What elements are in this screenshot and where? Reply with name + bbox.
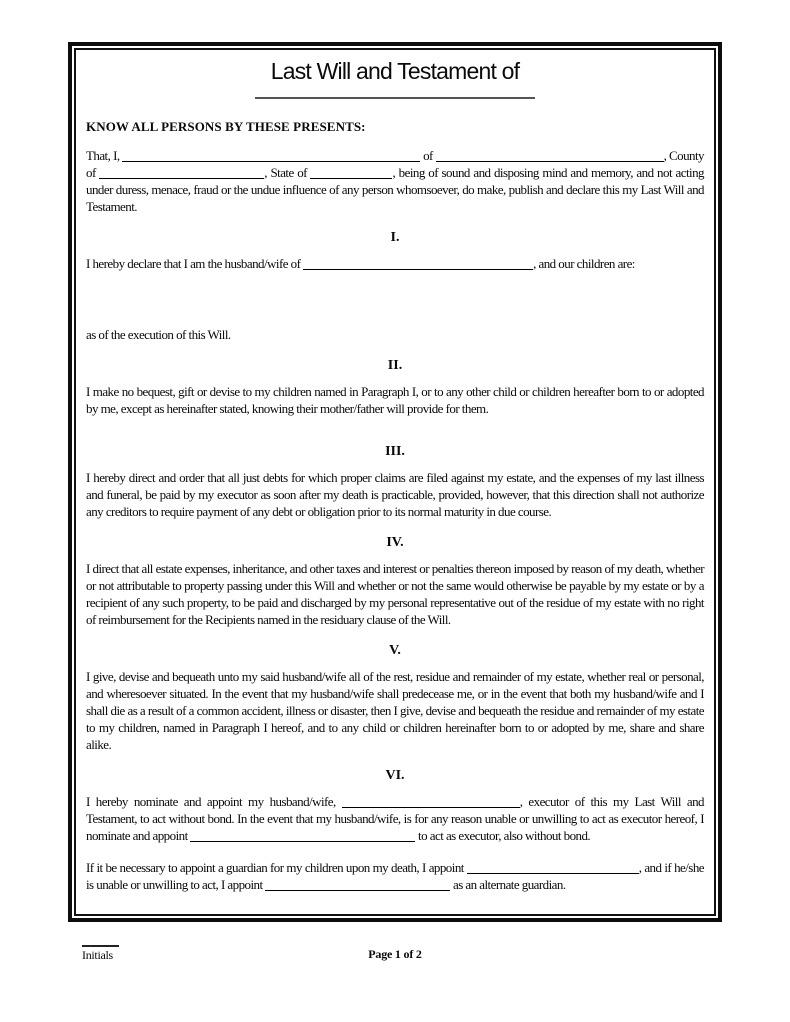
section-4-paragraph: I direct that all estate expenses, inheritance, and other taxes and interest or penalties thereon imposed by reason of my death, whether or not attributable to property passing under this Will and whether or not the same would otherwise be payable by my estate or by a recipient of any such property, to be paid and discharged by my personal representative out of the residue of my estate with no right of reimbursement for the Recipients named in the residuary clause of the Will. — [86, 561, 704, 627]
opening-text-4: , State of — [264, 165, 311, 180]
presents-heading: KNOW ALL PERSONS BY THESE PRESENTS: — [86, 119, 366, 134]
section-1-text-1: I hereby declare that I am the husband/wife of — [86, 256, 304, 271]
section-1-paragraph — [86, 255, 704, 272]
spouse-name-blank[interactable] — [303, 257, 533, 270]
initials-block — [82, 944, 119, 963]
section-heading-6: VI. — [385, 768, 405, 783]
opening-text-5: , being of sound and disposing mind and memory, and not acting under duress, menace, fraud or the undue influence of any person whomsoever, do make, publish and declare this my Last Will and Testament. — [86, 165, 704, 214]
section-heading-3: III. — [385, 444, 405, 459]
section-heading-2: II. — [387, 358, 403, 373]
guardian-text-2: , and if he/she is unable or unwilling to act, I appoint — [86, 860, 704, 892]
section-6-paragraph — [86, 793, 704, 844]
title-name-line[interactable] — [255, 96, 535, 99]
section-3-paragraph: I hereby direct and order that all just debts for which proper claims are filed against my estate, and the expenses of my last illness and funeral, be paid by my executor as soon after my death is practicable, provided, however, that this direction shall not authorize any creditors to require payment of any debt or obligation prior to its normal maturity in due course. — [86, 470, 704, 519]
guardian-text-1: If it be necessary to appoint a guardian for my children upon my death, I appoint — [86, 860, 467, 875]
section-heading-5: V. — [389, 643, 401, 658]
page-number: Page 1 of 2 — [368, 947, 422, 961]
testator-name-blank[interactable] — [122, 149, 420, 162]
opening-paragraph — [86, 147, 704, 215]
section-6-text-2: , executor of this my Last Will and Testament, to act without bond. In the event that my husband/wife, is for any reason unable or unwilling to act as executor hereof, I nominate and appoint — [86, 794, 704, 843]
document-page — [74, 48, 716, 916]
section-6-text-1: I hereby nominate and appoint my husband/wife, — [86, 794, 342, 809]
alternate-executor-blank[interactable] — [190, 829, 415, 842]
guardian-name-blank[interactable] — [467, 861, 639, 874]
initials-line[interactable] — [82, 944, 119, 947]
opening-text-2: of — [420, 148, 436, 163]
guardian-paragraph — [86, 859, 704, 893]
section-1-text-2: , and our children are: — [533, 256, 635, 271]
guardian-text-3: as an alternate guardian. — [450, 877, 566, 892]
state-blank[interactable] — [310, 166, 392, 179]
opening-text-1: That, I, — [86, 148, 123, 163]
county-blank[interactable] — [99, 166, 264, 179]
document-border — [68, 42, 722, 922]
section-2-paragraph: I make no bequest, gift or devise to my children named in Paragraph I, or to any other child or children hereafter born to or adopted by me, except as hereinafter stated, knowing their mother/father will provide for them. — [86, 384, 704, 416]
alternate-guardian-blank[interactable] — [265, 878, 450, 891]
document-title: Last Will and Testament of — [270, 58, 520, 84]
section-5-paragraph: I give, devise and bequeath unto my said husband/wife all of the rest, residue and remainder of my estate, whether real or personal, and wheresoever situated. In the event that my husband/wife shall predecease me, or in the event that both my husband/wife and I shall die as a result of a common accident, illness or disaster, then I give, devise and bequeath the residue and remainder of my estate to my children, named in Paragraph I hereof, and to any child or children hereinafter born to or adopted by me, share and share alike. — [86, 669, 704, 752]
section-1-closing: as of the execution of this Will. — [86, 327, 231, 342]
executor-name-blank[interactable] — [342, 795, 520, 808]
initials-label: Initials — [82, 948, 113, 962]
children-names-space[interactable] — [86, 272, 704, 326]
section-heading-1: I. — [390, 230, 400, 245]
section-6-text-3: to act as executor, also without bond. — [415, 828, 591, 843]
section-heading-4: IV. — [386, 535, 404, 550]
residence-blank[interactable] — [436, 149, 664, 162]
opening-text-3: , County of — [86, 148, 704, 180]
